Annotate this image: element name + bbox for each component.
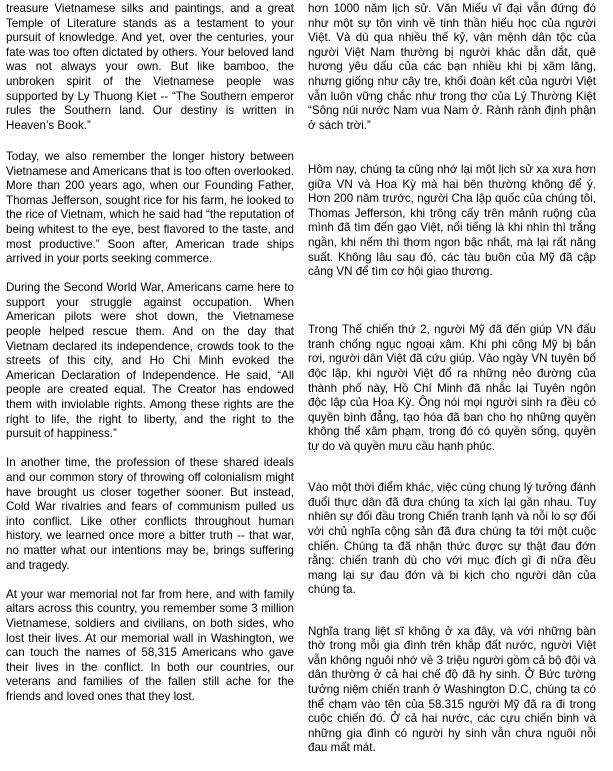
- left-column-english: [6, 2, 294, 719]
- column-spacer: [308, 148, 596, 163]
- paragraph: During the Second World War, Americans came here to support your struggle against occupation. When American pilots were shot down, the Vietnamese people helped rescue them. And on the day that Vietnam declared its independence, crowds took to the streets of this city, and Ho Chi Minh evoked the American Declaration of Independence. He said, “All people are created equal. The Creator has endowed them with inviolable rights. Among these rights are the right to life, the right to liberty, and the right to the pursuit of happiness.”: [6, 281, 294, 441]
- column-spacer: [308, 469, 596, 481]
- right-column-vietnamese: [308, 2, 596, 771]
- paragraph: treasure Vietnamese silks and paintings, and a great Temple of Literature stands as a testament to your pursuit of knowledge. And yet, over the centuries, your fate was too often dictated by others. Your beloved land was not always your own. But like bamboo, the unbroken spirit of the Vietnamese people was supported by Ly Thuong Kiet -- “The Southern emperor rules the Southern land. Our destiny is written in Heaven’s Book.”: [6, 2, 294, 132]
- paragraph: Nghĩa trang liệt sĩ không ở xa đây, và với những bàn thờ trong mỗi gia đình trên khắp đất nước, người Việt vẫn không nguôi nhớ về 3 triệu người gồm cả bộ đội và dân thường ở cả hai chế độ đã hy sinh. Ở Bức tường tưởng niệm chiến tranh ở Washington D.C, chúng ta có thể chạm vào tên của 58.315 người Mỹ đã ra đi trong cuộc chiến đó. Ở cả hai nước, các cựu chiến binh và những gia đình có người hy sinh vẫn chưa nguôi nỗi đau mất mát.: [308, 624, 596, 755]
- paragraph: hơn 1000 năm lịch sử. Văn Miếu vĩ đại vẫn đứng đó như một sự tôn vinh về tinh thần hiếu học của người Việt. Và dù qua nhiều thế kỷ, vận mệnh dân tộc của người Việt Nam thường bị người khác dẫn dắt, quê hương yêu dấu của các bạn nhiều khi bị xâm lăng, nhưng giống như cây tre, khối đoàn kết của người Việt vẫn luôn vững chắc như trong thơ của Lý Thường Kiệt “Sông núi nước Nam vua Nam ở. Rành rành định phận ở sách trời.”: [308, 2, 596, 132]
- paragraph: Today, we also remember the longer history between Vietnamese and Americans that is too often overlooked. More than 200 years ago, when our Founding Father, Thomas Jefferson, sought rice for his farm, he looked to the rice of Vietnam, which he said had “the reputation of being whitest to the eye, best flavored to the taste, and most productive.” Soon after, American trade ships arrived in your ports seeking commerce.: [6, 149, 294, 266]
- paragraph: In another time, the profession of these shared ideals and our common story of throwing off colonialism might have brought us closer together sooner. But instead, Cold War rivalries and fears of communism pulled us into conflict. Like other conflicts throughout human history, we learned once more a bitter truth -- that war, no matter what our intentions may be, brings suffering and tragedy.: [6, 456, 294, 572]
- paragraph: At your war memorial not far from here, and with family altars across this country, you remember some 3 million Vietnamese, soldiers and civilians, on both sides, who lost their lives. At our memorial wall in Washington, we can touch the names of 58,315 Americans who gave their lives in the conflict. In both our countries, our veterans and families of the fallen still ache for the friends and loved ones that they lost.: [6, 587, 294, 703]
- paragraph: Vào một thời điểm khác, việc cùng chung lý tưởng đánh đuổi thực dân đã đưa chúng ta xích lại gần nhau. Tuy nhiên sự đối đầu trong Chiến tranh lạnh và nỗi lo sợ đối với chủ nghĩa cộng sản đã đưa chúng ta tới một cuộc chiến. Chúng ta đã nhận thức được sự thật đau đớn rằng: chiến tranh dù cho với mục đích gì đi nữa đều mang lại sự đau đớn và bi kịch cho người dân của chúng ta.: [308, 481, 596, 597]
- column-spacer: [308, 294, 596, 323]
- paragraph: Hôm nay, chúng ta cũng nhớ lại một lịch sử xa xưa hơn giữa VN và Hoa Kỳ mà hai bên thường không để ý. Hơn 200 năm trước, người Cha lập quốc của chúng tôi, Thomas Jefferson, khi trông cấy trên mảnh ruộng của mình đã tìm đến gạo Việt, nổi tiếng là khi nhìn thì trắng ngần, khi nếm thì thơm ngon bậc nhất, mà lại rất năng suất. Không lâu sau đó, các tàu buôn của Mỹ đã cập cảng VN để tìm cơ hội giao thương.: [308, 162, 596, 279]
- two-column-layout: [6, 2, 607, 771]
- column-spacer: [308, 613, 596, 625]
- paragraph: Trong Thế chiến thứ 2, người Mỹ đã đến giúp VN đấu tranh chống ngục ngoại xâm. Khi phi công Mỹ bị bắn rơi, người dân Việt đã cứu giúp. Vào ngày VN tuyên bố độc lập, khi người Việt đổ ra những nẻo đường của thành phố này, Hồ Chí Minh đã nhắc lại Tuyên ngôn độc lập của Hoa Kỳ. Ông nói mọi người sinh ra đều có quyền bình đẳng, tạo hóa đã ban cho họ những quyền không thể xâm phạm, trong đó có quyền sống, quyền tự do và quyền mưu cầu hạnh phúc.: [308, 323, 596, 454]
